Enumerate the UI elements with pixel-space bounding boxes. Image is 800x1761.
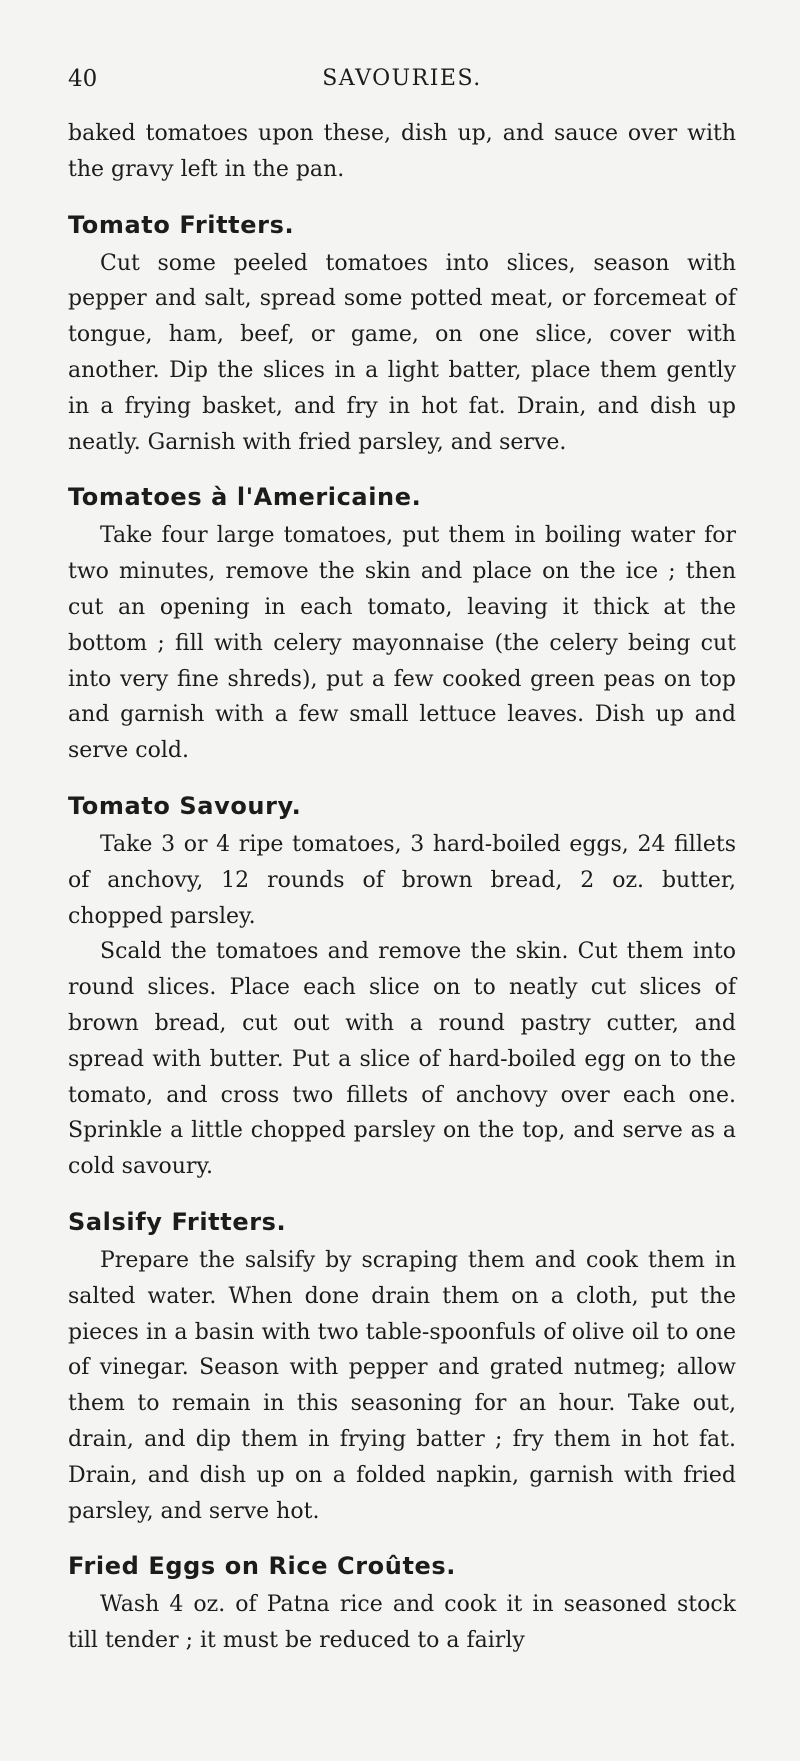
running-title: SAVOURIES.	[322, 66, 482, 91]
recipe-paragraph: Scald the tomatoes and remove the skin. Cut them into round slices. Place each slice on to neatly cut slices of brown bread, cut out with a round pastry cutter, and spread with butter. Put a slice of hard-boiled egg on to the tomato, and cross two fillets of anchovy over each one. Sprinkle a little chopped parsley on the top, and serve as a cold savoury.	[68, 939, 736, 1180]
recipe-ingredients: Take 3 or 4 ripe tomatoes, 3 hard-boiled eggs, 24 fillets of anchovy, 12 rounds of brown bread, 2 oz. butter, chopped parsley.	[68, 831, 736, 929]
recipe-tomato-savoury	[68, 789, 736, 1185]
recipe-paragraph: Prepare the salsify by scraping them and cook them in salted water. When done drain them on a cloth, put the pieces in a basin with two table-spoonfuls of olive oil to one of vinegar. Season with pepper and grated nutmeg; allow them to remain in this seasoning for an hour. Take out, drain, and dip them in frying batter ; fry them in hot fat. Drain, and dish up on a folded napkin, garnish with fried parsley, and serve hot.	[68, 1247, 736, 1524]
recipe-salsify-fritters	[68, 1205, 736, 1529]
continued-paragraph: baked tomatoes upon these, dish up, and sauce over with the gravy left in the pan.	[68, 121, 736, 182]
recipe-paragraph: Wash 4 oz. of Patna rice and cook it in seasoned stock till tender ; it must be reduced to a fairly	[68, 1592, 736, 1654]
recipe-title: Tomatoes à l'Americaine.	[68, 483, 422, 512]
recipe-fried-eggs-rice-croutes	[68, 1549, 736, 1659]
recipe-paragraph: Take four large tomatoes, put them in boiling water for two minutes, remove the skin and place on the ice ; then cut an opening in each tomato, leaving it thick at the bottom ; fill with celery mayonnaise (the celery being cut into very fine shreds), put a few cooked green peas on top and garnish with a few small lettuce leaves. Dish up and serve cold.	[68, 523, 736, 764]
running-head	[68, 0, 736, 92]
recipe-title: Fried Eggs on Rice Croûtes.	[68, 1552, 457, 1581]
page-body	[68, 116, 736, 1659]
recipe-tomatoes-americaine	[68, 480, 736, 769]
recipe-title: Salsify Fritters.	[68, 1207, 287, 1236]
recipe-paragraph: Cut some peeled tomatoes into slices, season with pepper and salt, spread some potted meat, or forcemeat of tongue, ham, beef, or game, on one slice, cover with another. Dip the slices in a light batter, place them gently in a frying basket, and fry in hot fat. Drain, and dish up neatly. Garnish with fried parsley, and serve.	[68, 250, 736, 455]
page-number: 40	[68, 66, 98, 92]
recipe-title: Tomato Fritters.	[68, 210, 295, 239]
recipe-tomato-fritters	[68, 208, 736, 461]
recipe-title: Tomato Savoury.	[68, 791, 302, 820]
